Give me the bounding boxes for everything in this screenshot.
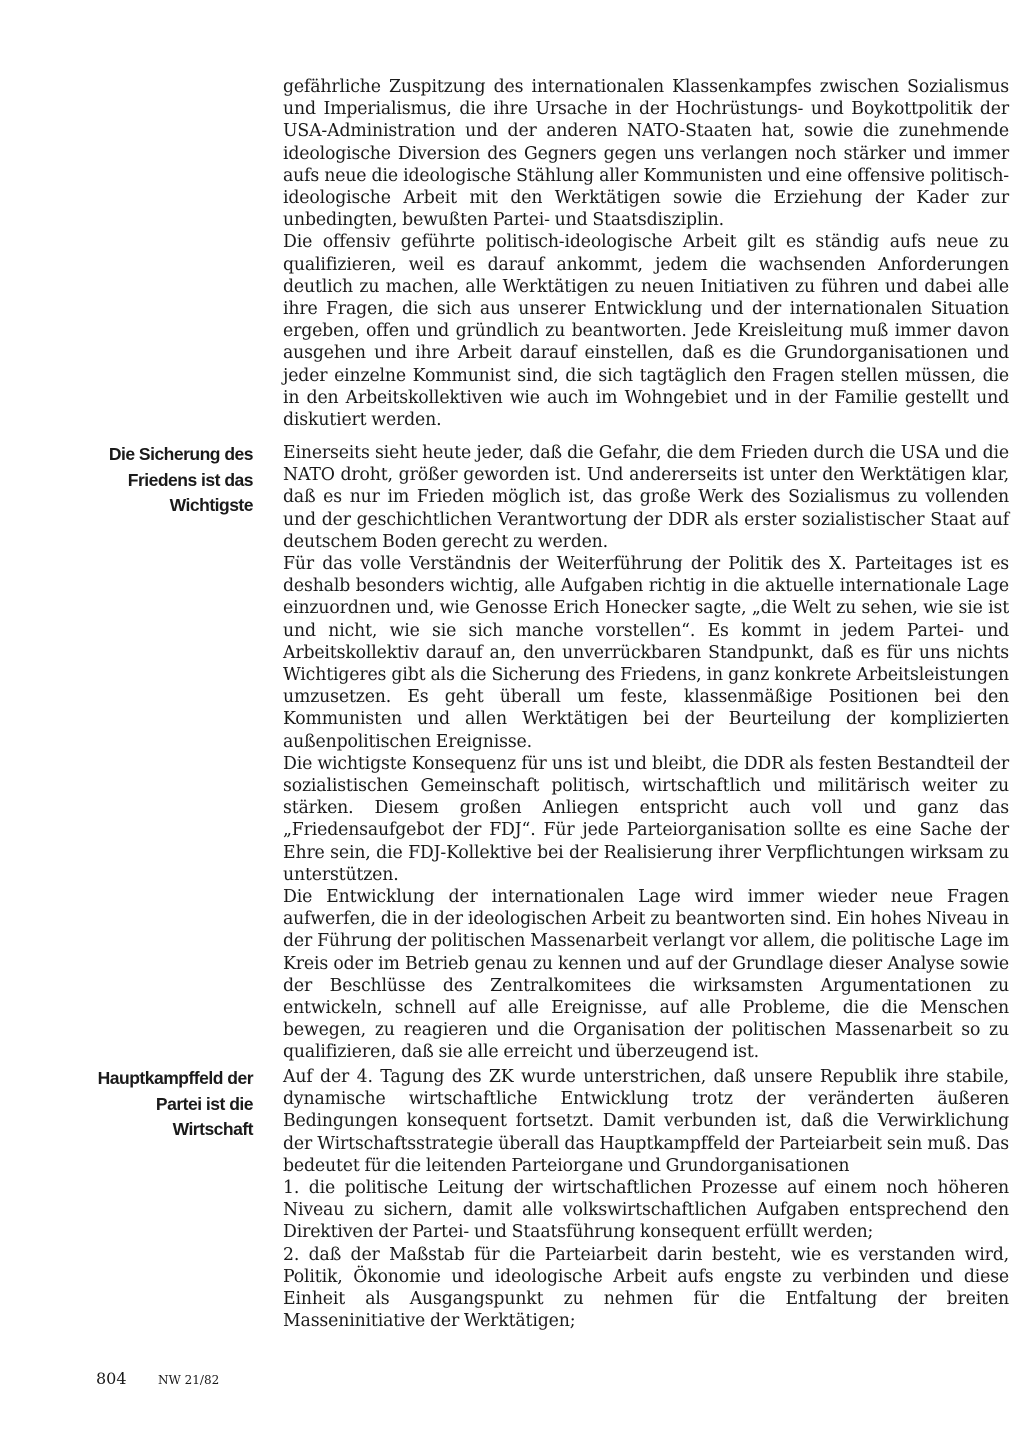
paragraph: gefährliche Zuspitzung des internationalen Klassenkampfes zwischen Sozialismus und Imperialismus, die ihre Ursache in der Hochrüstungs- und Boykottpolitik der USA-Administration und der anderen NATO-Staaten hat, sowie die zunehmende ideologische Diversion des Gegners gegen uns verlangen noch stärker und immer aufs neue die ideologische Stählung aller Kommunisten und eine offensive politisch-ideologische Arbeit mit den Werktätigen sowie die Erziehung der Kader zur unbedingten, bewußten Partei- und Staatsdisziplin. — [283, 77, 1009, 231]
side-heading: Hauptkampffeld der Partei ist die Wirtschaft — [97, 1068, 253, 1139]
paragraph: 2. daß der Maßstab für die Parteiarbeit darin besteht, wie es verstanden wird, Politik, Ökonomie und ideologische Arbeit aufs engste zu verbinden und diese Einheit als Ausgangspunkt zu nehmen für die Entfaltung der breiten Masseninitiative der Werktätigen; — [283, 1244, 1009, 1332]
page-footer — [96, 1369, 219, 1390]
paragraph: Auf der 4. Tagung des ZK wurde unterstrichen, daß unsere Republik ihre stabile, dynamische wirtschaftliche Entwicklung trotz der veränderten äußeren Bedingungen konsequent fortsetzt. Damit verbunden ist, daß die Verwirklichung der Wirtschaftsstrategie überall das Hauptkampffeld der Parteiarbeit sein muß. Das bedeutet für die leitenden Parteiorgane und Grundorganisationen — [283, 1067, 1009, 1176]
paragraph: Die offensiv geführte politisch-ideologische Arbeit gilt es ständig aufs neue zu qualifizieren, weil es darauf ankommt, jedem die wachsenden Anforderungen deutlich zu machen, alle Werktätigen zu neuen Initiativen zu führen und dabei alle ihre Fragen, die sich aus unserer Entwicklung und der internationalen Situation ergeben, offen und gründlich zu beantworten. Jede Kreisleitung muß immer davon ausgehen und ihre Arbeit darauf einstellen, daß es die Grundorganisationen und jeder einzelne Kommunist sind, die sich tagtäglich den Fragen stellen müssen, die in den Arbeitskollektiven wie auch im Wohngebiet und in der Familie gestellt und diskutiert werden. — [283, 232, 1009, 431]
paragraph: Die Entwicklung der internationalen Lage wird immer wieder neue Fragen aufwerfen, die in der ideologischen Arbeit zu beantworten sind. Ein hohes Niveau in der Führung der politischen Massenarbeit verlangt vor allem, die politische Lage im Kreis oder im Betrieb genau zu kennen und auf der Grundlage dieser Analyse sowie der Beschlüsse des Zentralkomitees die wirksamsten Argumentationen zu entwickeln, schnell auf alle Ereignisse, auf alle Probleme, die die Menschen bewegen, zu reagieren und die Organisation der politischen Massenarbeit so zu qualifizieren, daß sie alle erreicht und überzeugend ist. — [283, 887, 1009, 1063]
section-body — [283, 442, 1009, 1064]
section-body — [283, 1066, 1009, 1332]
issue-label: NW 21/82 — [158, 1373, 220, 1387]
paragraph: 1. die politische Leitung der wirtschaftlichen Prozesse auf einem noch höheren Niveau zu sichern, damit alle volkswirtschaftlichen Aufgaben entsprechend den Direktiven der Partei- und Staatsführung konsequent erfüllt werden; — [283, 1178, 1009, 1243]
paragraph: Für das volle Verständnis der Weiterführung der Politik des X. Parteitages ist es deshalb besonders wichtig, alle Aufgaben richtig in die aktuelle internationale Lage einzuordnen und, wie Genosse Erich Honecker sagte, „die Welt zu sehen, wie sie ist und nicht, wie sie sich manche vorstellen“. Es kommt in jedem Partei- und Arbeitskollektiv darauf an, den unverrückbaren Standpunkt, daß es für uns nichts Wichtigeres gibt als die Sicherung des Friedens, in ganz konkrete Arbeitsleistungen umzusetzen. Es geht überall um feste, klassenmäßige Positionen bei den Kommunisten und allen Werktätigen bei der Beurteilung der komplizierten außenpolitischen Ereignisse. — [283, 554, 1009, 752]
paragraph: Die wichtigste Konsequenz für uns ist und bleibt, die DDR als festen Bestandteil der sozialistischen Gemeinschaft politisch, wirtschaftlich und militärisch weiter zu stärken. Diesem großen Anliegen entspricht auch voll und ganz das „Friedensaufgebot der FDJ“. Für jede Parteiorganisation sollte es eine Sache der Ehre sein, die FDJ-Kollektive bei der Realisierung ihrer Verpflichtungen wirksam zu unterstützen. — [283, 753, 1009, 885]
side-heading: Die Sicherung des Friedens ist das Wichtigste — [108, 444, 253, 515]
paragraph: Einerseits sieht heute jeder, daß die Gefahr, die dem Frieden durch die USA und die NATO droht, größer geworden ist. Und andererseits ist unter den Werktätigen klar, daß es nur im Frieden möglich ist, das große Werk des Sozialismus zu vollenden und der geschichtlichen Verantwortung der DDR als erster sozialistischer Staat auf deutschem Boden gerecht zu werden. — [283, 443, 1009, 552]
page-number: 804 — [96, 1369, 127, 1388]
section-body — [283, 76, 1009, 431]
